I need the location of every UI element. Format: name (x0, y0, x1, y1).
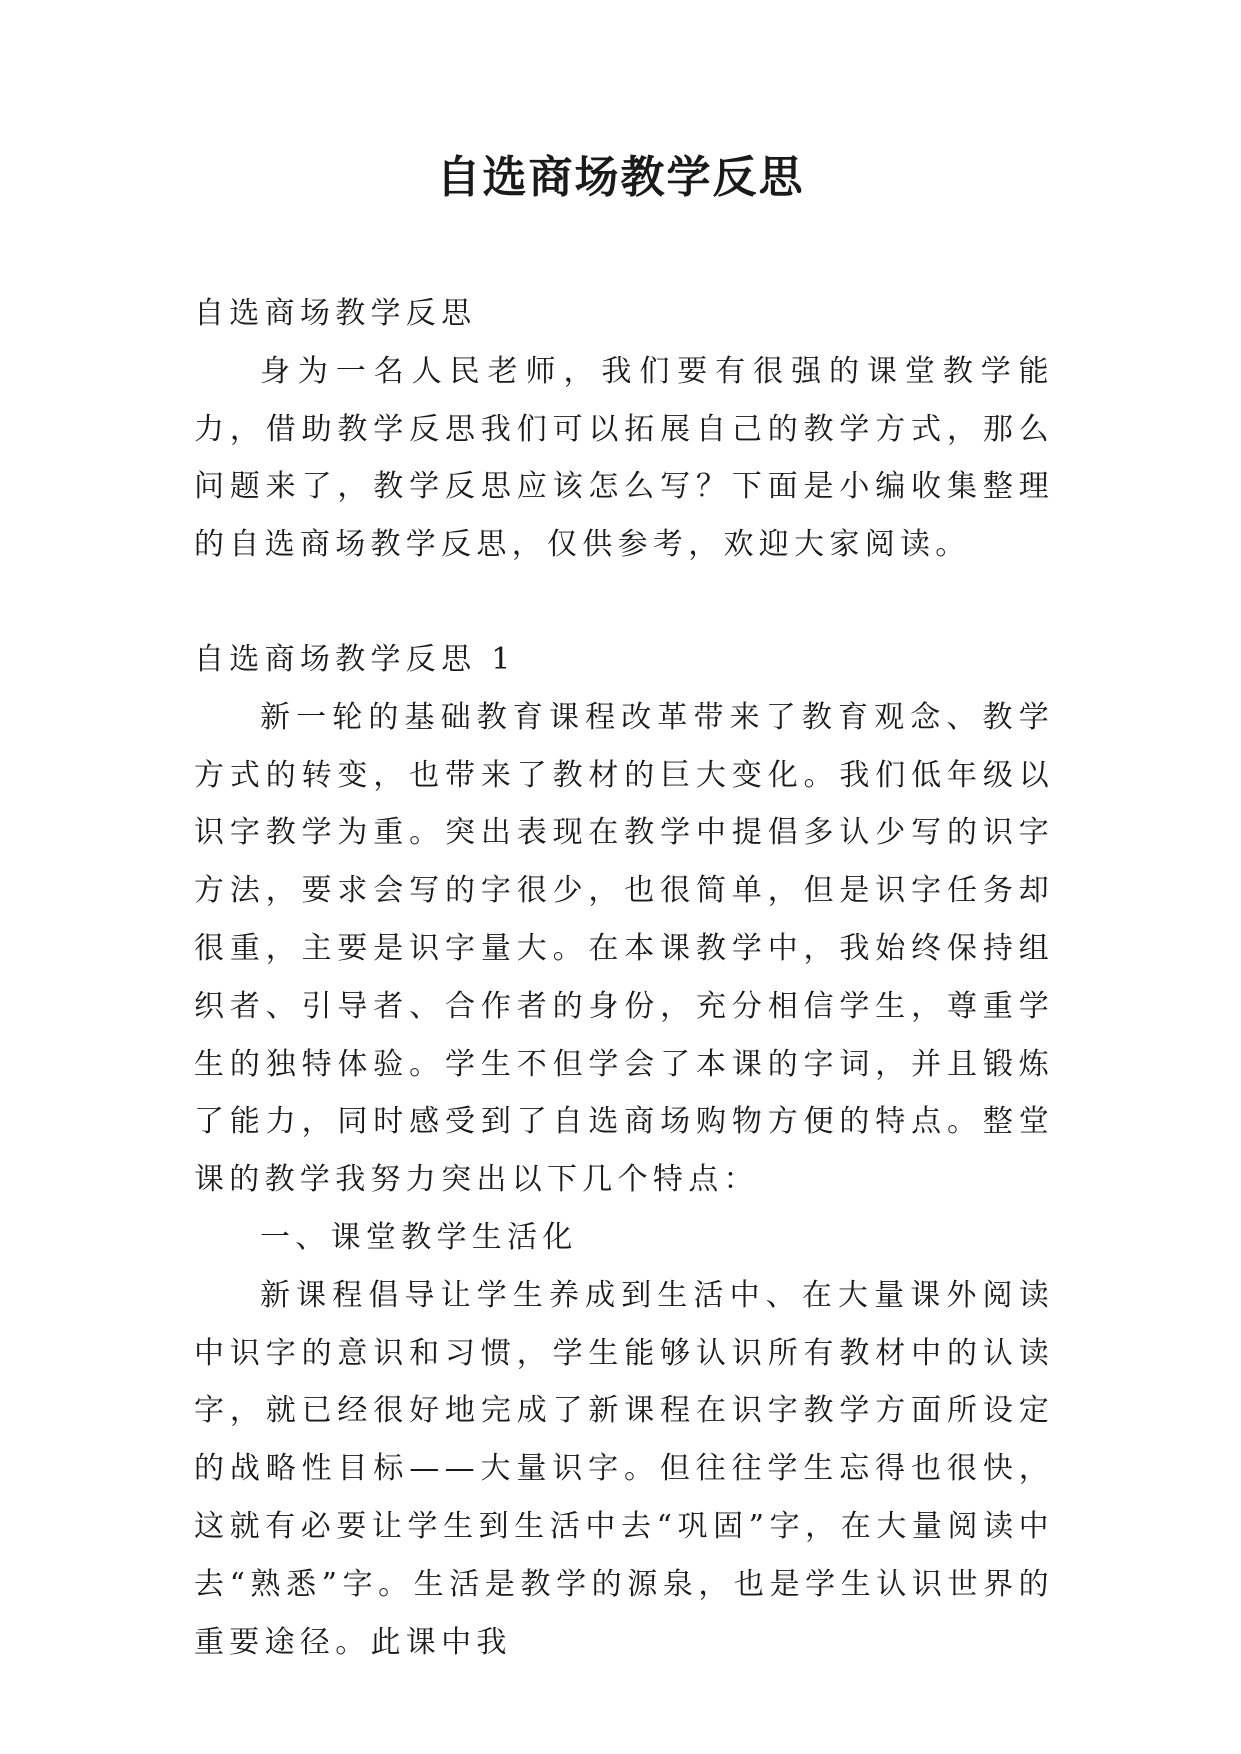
section-paragraph: 新一轮的基础教育课程改革带来了教育观念、教学方式的转变，也带来了教材的巨大变化。我们低年级以识字教学为重。突出表现在教学中提倡多认少写的识字方法，要求会写的字很少，也很简单，但是识字任务却很重，主要是识字量大。在本课教学中，我始终保持组织者、引导者、合作者的身份，充分相信学生，尊重学生的独特体验。学生不但学会了本课的字词，并且锻炼了能力，同时感受到了自选商场购物方便的特点。整堂课的教学我努力突出以下几个特点： (194, 699, 1054, 1198)
intro-paragraph: 身为一名人民老师，我们要有很强的课堂教学能力，借助教学反思我们可以拓展自己的教学方式，那么问题来了，教学反思应该怎么写？下面是小编收集整理的自选商场教学反思，仅供参考，欢迎大家阅读。 (194, 353, 1054, 563)
section-paragraph: 新课程倡导让学生养成到生活中、在大量课外阅读中识字的意识和习惯，学生能够认识所有教材中的认读字，就已经很好地完成了新课程在识字教学方面所设定的战略性目标——大量识字。但往往学生忘得也很快，这就有必要让学生到生活中去“巩固”字，在大量阅读中去“熟悉”字。生活是教学的源泉，也是学生认识世界的重要途径。此课中我 (194, 1277, 1054, 1660)
intro-heading: 自选商场教学反思 (194, 296, 477, 331)
document-title: 自选商场教学反思 (436, 152, 805, 203)
section-point-heading: 一、课堂教学生活化 (260, 1219, 578, 1255)
paragraph-spacer (194, 574, 1054, 631)
document-body (194, 285, 1054, 1671)
section-heading: 自选商场教学反思 1 (194, 641, 516, 677)
